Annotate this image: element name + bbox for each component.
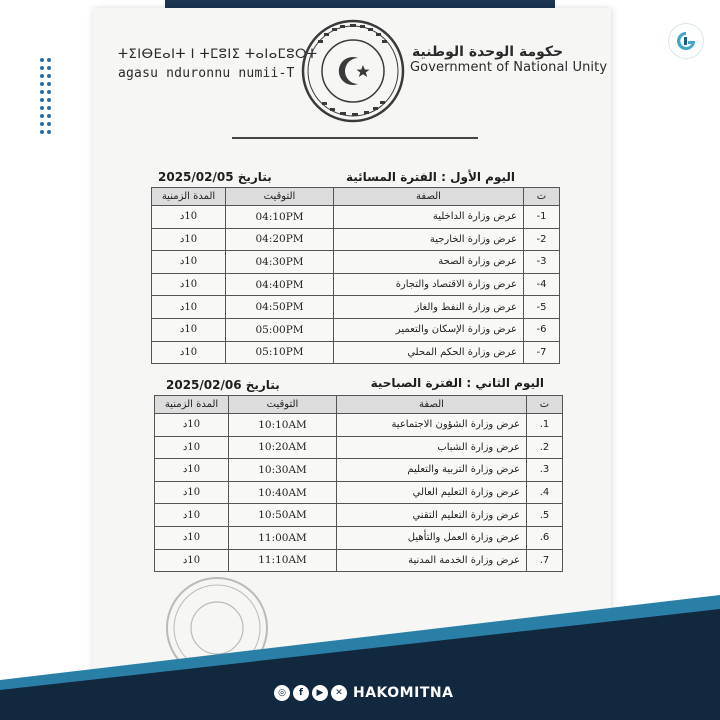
row-item: عرض وزارة الاقتصاد والتجارة bbox=[334, 273, 524, 296]
header-government-english: Government of National Unity bbox=[410, 60, 608, 75]
header-no: ت bbox=[527, 396, 563, 414]
row-item: عرض وزارة الصحة bbox=[334, 251, 524, 274]
row-number: 6- bbox=[524, 318, 560, 341]
header-duration: المدة الزمنية bbox=[152, 188, 226, 206]
row-item: عرض وزارة الخارجية bbox=[334, 228, 524, 251]
social-handle[interactable]: HAKOMITNA bbox=[353, 685, 454, 701]
row-item: عرض وزارة العمل والتأهيل bbox=[337, 526, 527, 549]
row-duration: 10د bbox=[152, 206, 226, 229]
brand-logo-icon bbox=[669, 24, 703, 58]
row-time: 10:20AM bbox=[229, 436, 337, 459]
row-duration: 10د bbox=[155, 549, 229, 572]
table-header-row bbox=[152, 188, 560, 206]
row-time: 11:10AM bbox=[229, 549, 337, 572]
row-item: عرض وزارة الشؤون الاجتماعية bbox=[337, 414, 527, 437]
table-row bbox=[155, 504, 563, 527]
day2-date: بتاريخ 2025/02/06 bbox=[166, 378, 280, 392]
government-seal-icon bbox=[300, 18, 406, 124]
table-row bbox=[152, 318, 560, 341]
instagram-icon[interactable]: ◎ bbox=[274, 685, 290, 701]
row-item: عرض وزارة الشباب bbox=[337, 436, 527, 459]
header-time: التوقيت bbox=[226, 188, 334, 206]
table-row bbox=[155, 414, 563, 437]
row-duration: 10د bbox=[155, 526, 229, 549]
row-number: 2. bbox=[527, 436, 563, 459]
table-row bbox=[155, 459, 563, 482]
day2-schedule-table bbox=[154, 395, 563, 572]
row-duration: 10د bbox=[152, 228, 226, 251]
row-time: 04:50PM bbox=[226, 296, 334, 319]
row-time: 04:40PM bbox=[226, 273, 334, 296]
header-time: التوقيت bbox=[229, 396, 337, 414]
row-duration: 10د bbox=[155, 414, 229, 437]
row-item: عرض وزارة التعليم التقني bbox=[337, 504, 527, 527]
x-icon[interactable]: ✕ bbox=[331, 685, 347, 701]
row-number: 1. bbox=[527, 414, 563, 437]
table-row bbox=[155, 549, 563, 572]
day1-schedule-table bbox=[151, 187, 560, 364]
row-time: 10:40AM bbox=[229, 481, 337, 504]
row-item: عرض وزارة الداخلية bbox=[334, 206, 524, 229]
header-no: ت bbox=[524, 188, 560, 206]
row-number: 1- bbox=[524, 206, 560, 229]
row-duration: 10د bbox=[155, 459, 229, 482]
row-time: 05:10PM bbox=[226, 341, 334, 364]
header-tifinagh: ⵜⵉⵏⴱⴹⴰⵏⵜ ⵏ ⵜⵎⵓⵏⵉ ⵜⴰⵏⴰⵎⵓⵔⵜ bbox=[118, 47, 318, 62]
row-duration: 10د bbox=[152, 318, 226, 341]
row-time: 11:00AM bbox=[229, 526, 337, 549]
header-tifinagh-latin: agasu nduronnu numii-T bbox=[118, 66, 295, 81]
row-number: 3- bbox=[524, 251, 560, 274]
day2-title: اليوم الثاني : الفترة الصباحية bbox=[370, 376, 544, 390]
row-time: 10:30AM bbox=[229, 459, 337, 482]
row-item: عرض وزارة الحكم المحلي bbox=[334, 341, 524, 364]
table-row bbox=[152, 251, 560, 274]
header-item: الصفة bbox=[337, 396, 527, 414]
row-number: 2- bbox=[524, 228, 560, 251]
row-item: عرض وزارة الإسكان والتعمير bbox=[334, 318, 524, 341]
row-number: 4- bbox=[524, 273, 560, 296]
row-duration: 10د bbox=[152, 296, 226, 319]
top-accent-bar bbox=[165, 0, 555, 8]
row-duration: 10د bbox=[152, 273, 226, 296]
table-row bbox=[155, 526, 563, 549]
social-bar bbox=[274, 680, 453, 706]
table-row bbox=[152, 273, 560, 296]
day1-date: بتاريخ 2025/02/05 bbox=[158, 170, 272, 184]
row-time: 04:10PM bbox=[226, 206, 334, 229]
row-time: 10:50AM bbox=[229, 504, 337, 527]
row-number: 7. bbox=[527, 549, 563, 572]
row-number: 5. bbox=[527, 504, 563, 527]
header-item: الصفة bbox=[334, 188, 524, 206]
table-row bbox=[152, 206, 560, 229]
row-number: 4. bbox=[527, 481, 563, 504]
row-time: 05:00PM bbox=[226, 318, 334, 341]
row-duration: 10د bbox=[155, 436, 229, 459]
row-duration: 10د bbox=[155, 481, 229, 504]
row-item: عرض وزارة النفط والغاز bbox=[334, 296, 524, 319]
row-item: عرض وزارة التعليم العالي bbox=[337, 481, 527, 504]
youtube-icon[interactable]: ▶ bbox=[312, 685, 328, 701]
header-duration: المدة الزمنية bbox=[155, 396, 229, 414]
row-time: 04:30PM bbox=[226, 251, 334, 274]
facebook-icon[interactable]: f bbox=[293, 685, 309, 701]
table-row bbox=[152, 296, 560, 319]
row-number: 6. bbox=[527, 526, 563, 549]
row-number: 7- bbox=[524, 341, 560, 364]
table-row bbox=[155, 436, 563, 459]
row-time: 10:10AM bbox=[229, 414, 337, 437]
row-item: عرض وزارة التربية والتعليم bbox=[337, 459, 527, 482]
row-duration: 10د bbox=[155, 504, 229, 527]
decorative-dots bbox=[40, 58, 50, 134]
row-duration: 10د bbox=[152, 251, 226, 274]
table-row bbox=[155, 481, 563, 504]
table-row bbox=[152, 228, 560, 251]
row-item: عرض وزارة الخدمة المدنية bbox=[337, 549, 527, 572]
table-row bbox=[152, 341, 560, 364]
row-duration: 10د bbox=[152, 341, 226, 364]
header-divider bbox=[232, 137, 478, 139]
row-number: 3. bbox=[527, 459, 563, 482]
header-government-arabic: حكومة الوحدة الوطنية bbox=[412, 44, 564, 60]
table-header-row bbox=[155, 396, 563, 414]
row-number: 5- bbox=[524, 296, 560, 319]
row-time: 04:20PM bbox=[226, 228, 334, 251]
day1-title: اليوم الأول : الفترة المسائية bbox=[345, 170, 515, 184]
